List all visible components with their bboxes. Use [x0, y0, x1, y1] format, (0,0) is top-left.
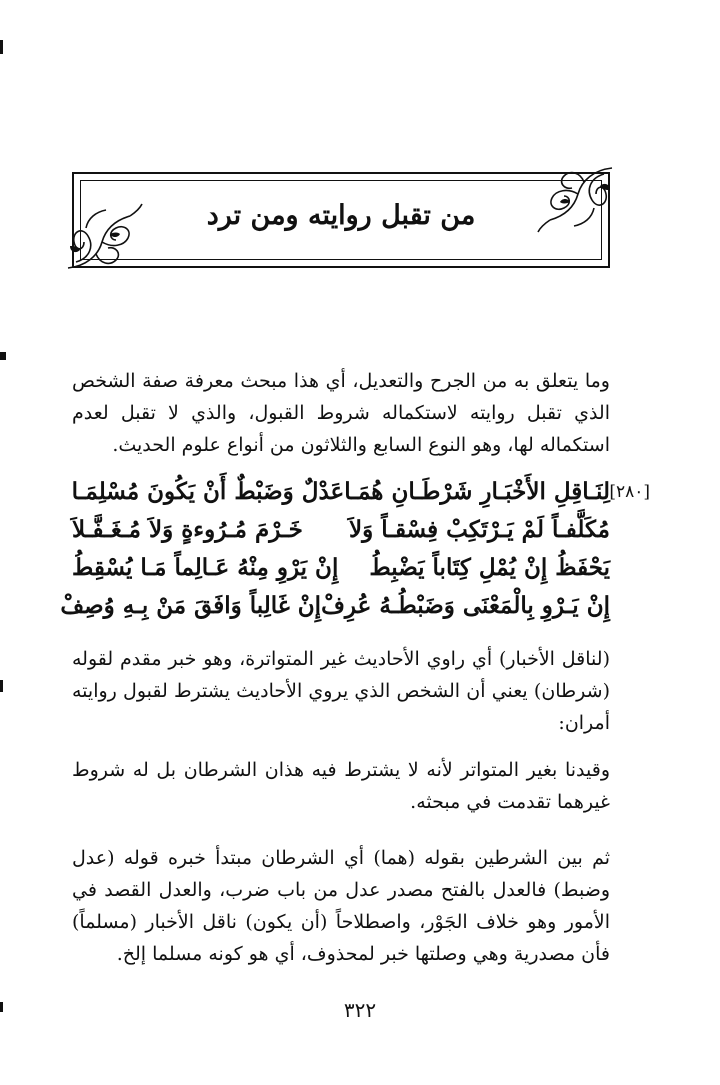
- verse-second-hemistich: عَدْلٌ وَضَبْطٌ أَنْ يَكُونَ مُسْلِمَـا: [71, 478, 345, 505]
- verse-first-hemistich: يَحْفَظُ إِنْ يُمْلِ كِتَاباً يَضْبِطُ: [369, 554, 610, 581]
- verse-line: [72, 516, 610, 554]
- verse-second-hemistich: إِنْ غَالِباً وَافَقَ مَنْ بِـهِ وُصِفْ: [60, 592, 322, 619]
- verse-number: [٢٨٠]: [609, 482, 650, 502]
- verse-first-hemistich: إِنْ يَـرْوِ بِالْمَعْنَى وَضَبْطُـهُ عُرِفْ: [321, 592, 610, 619]
- verse-line: [60, 592, 610, 630]
- scan-mark: [0, 680, 3, 692]
- page-number: ٣٢٢: [343, 998, 377, 1022]
- scan-mark: [0, 352, 6, 360]
- chapter-title-frame: [72, 172, 610, 268]
- verse-line: [72, 554, 610, 592]
- chapter-title: من تقبل روايته ومن ترد: [206, 200, 476, 231]
- commentary-paragraph: وقيدنا بغير المتواتر لأنه لا يشترط فيه هذان الشرطان بل له شروط غيرهما تقدمت في مبحثه.: [72, 759, 610, 813]
- verse-first-hemistich: مُكَلَّفـاً لَمْ يَـرْتَكِبْ فِسْقـاً وَلاَ: [349, 516, 610, 543]
- commentary-paragraph: ثم بين الشرطين بقوله (هما) أي الشرطان مبتدأ خبره قوله (عدل وضبط) فالعدل بالفتح مصدر عدل من باب ضرب، والعدل القصد في الأمور وهو خلاف الجَوْر، واصطلاحاً (أن يكون) ناقل الأخبار (مسلماً) فأن مصدرية وهي وصلتها خبر لمحذوف، أي هو كونه مسلما إلخ.: [72, 847, 610, 965]
- intro-paragraph: وما يتعلق به من الجرح والتعديل، أي هذا مبحث معرفة صفة الشخص الذي تقبل روايته لاستكماله شروط القبول، والذي لا تقبل لعدم استكماله لها، وهو النوع السابع والثلاثون من أنواع علوم الحديث.: [72, 370, 610, 456]
- commentary-paragraph: (لناقل الأخبار) أي راوي الأحاديث غير المتواترة، وهو خبر مقدم لقوله (شرطان) يعني أن الشخص الذي يروي الأحاديث يشترط لقبول روايته أمران:: [72, 648, 610, 734]
- verse-first-hemistich: لِنَـاقِلِ الأَخْبَـارِ شَرْطَـانِ هُمَـا: [344, 478, 610, 505]
- verse-line: [72, 478, 610, 516]
- verse-second-hemistich: إِنْ يَرْوِ مِنْهُ عَـالِماً مَـا يُسْقِطُ: [72, 554, 339, 581]
- verse-second-hemistich: خَـرْمَ مُـرُوءةٍ وَلاَ مُـغَـفَّـلاَ: [72, 516, 303, 543]
- scan-mark: [0, 40, 3, 54]
